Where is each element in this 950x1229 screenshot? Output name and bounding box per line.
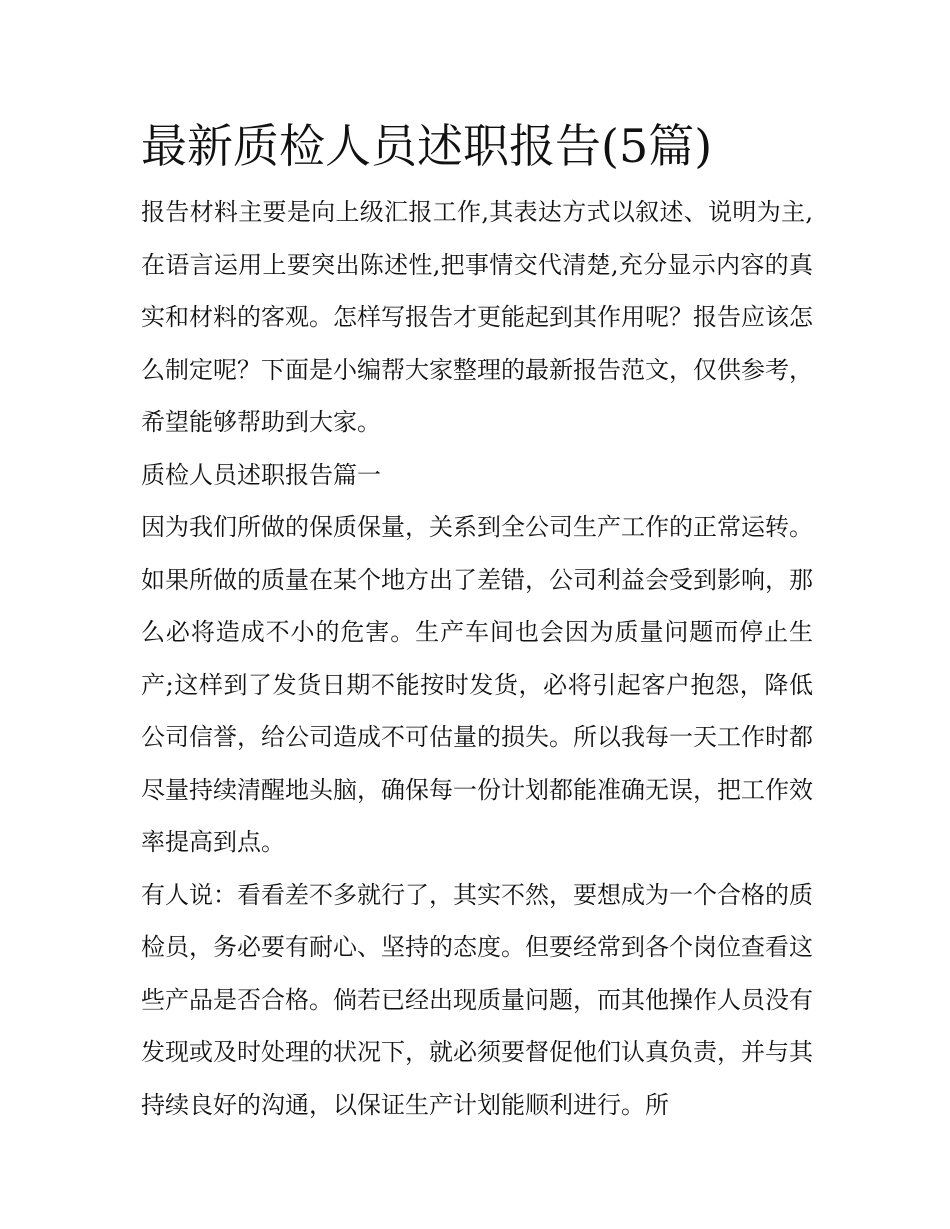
- intro-paragraph: 报告材料主要是向上级汇报工作,其表达方式以叙述、说明为主,在语言运用上要突出陈述性,把事情交代清楚,充分显示内容的真实和材料的客观。怎样写报告才更能起到其作用呢？报告应该怎么制定呢？下面是小编帮大家整理的最新报告范文，仅供参考，希望能够帮助到大家。: [141, 198, 813, 436]
- document-title: 最新质检人员述职报告(5篇): [141, 119, 713, 173]
- body-paragraph-2: 有人说：看看差不多就行了，其实不然，要想成为一个合格的质检员，务必要有耐心、坚持的态度。但要经常到各个岗位查看这些产品是否合格。倘若已经出现质量问题，而其他操作人员没有发现或及时处理的状况下，就必须要督促他们认真负责，并与其持续良好的沟通，以保证生产计划能顺利进行。所: [141, 880, 813, 1119]
- document-body: [141, 112, 813, 1131]
- body-paragraph-1: 因为我们所做的保质保量，关系到全公司生产工作的正常运转。如果所做的质量在某个地方出了差错，公司利益会受到影响，那么必将造成不小的危害。生产车间也会因为质量问题而停止生产;这样到了发货日期不能按时发货，必将引起客户抱怨，降低公司信誉，给公司造成不可估量的损失。所以我每一天工作时都尽量持续清醒地头脑，确保每一份计划都能准确无误，把工作效率提高到点。: [141, 513, 813, 856]
- section-heading: 质检人员述职报告篇一: [141, 460, 381, 489]
